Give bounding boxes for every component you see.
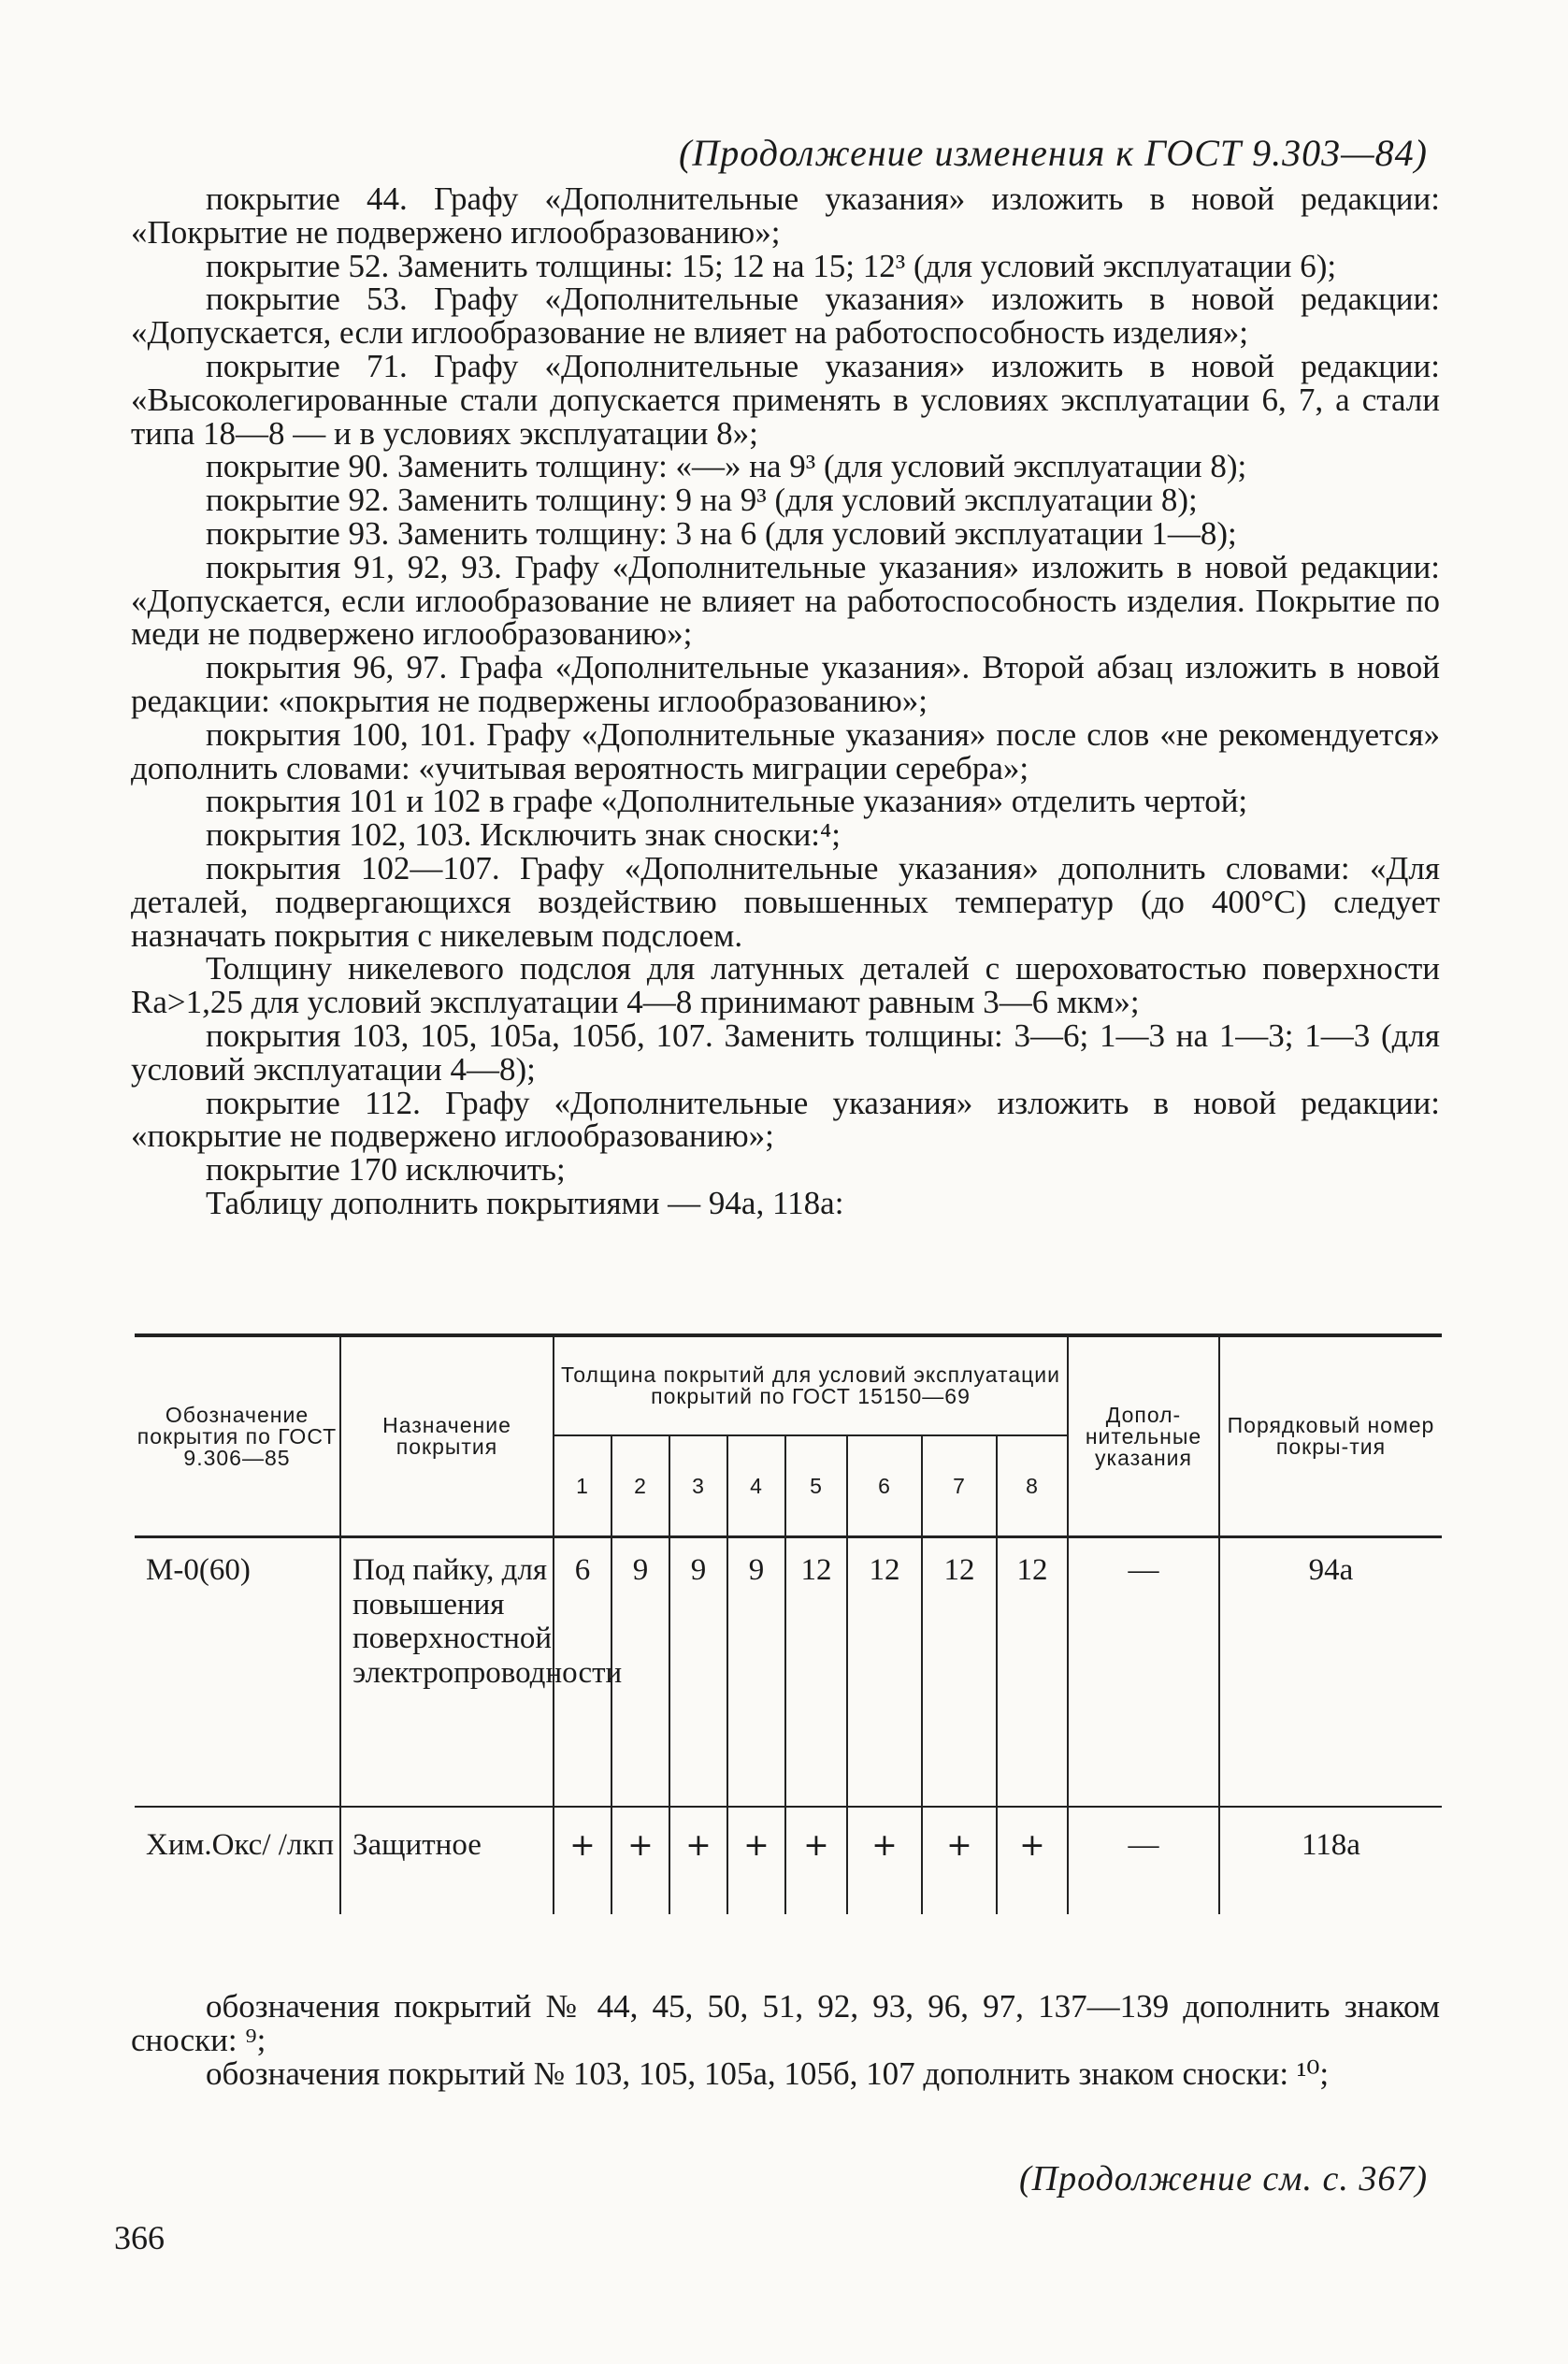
cell-additional: — (1068, 1807, 1219, 1914)
header-additional: Допол-нительные указания (1068, 1335, 1219, 1537)
table-row (135, 1807, 1442, 1914)
table-row (135, 1537, 1442, 1808)
continuation-note: (Продолжение см. с. 367) (1018, 2159, 1428, 2198)
paragraph: Таблицу дополнить покрытиями — 94а, 118а: (206, 1184, 844, 1221)
header-condition: 4 (727, 1435, 785, 1537)
cell-thickness: 12 (922, 1537, 997, 1808)
paragraph: покрытие 53. Графу «Дополнительные указания» изложить в новой редакции: «Допускается, если иглообразование не влияет на работоспособность изделия»; (131, 281, 1440, 352)
body-text (131, 182, 1440, 1220)
header-condition: 3 (669, 1435, 727, 1537)
cell-additional: — (1068, 1537, 1219, 1808)
cell-thickness: + (847, 1807, 922, 1914)
paragraph: покрытия 91, 92, 93. Графу «Дополнительные указания» изложить в новой редакции: «Допускается, если иглообразование не влияет на работоспособность изделия. Покрытие по меди не подвержено иглообразованию»; (131, 548, 1440, 653)
paragraph: покрытия 96, 97. Графа «Дополнительные указания». Второй абзац изложить в новой редакции: «покрытия не подвержены иглообразованию»; (131, 649, 1440, 719)
cell-thickness: 9 (669, 1537, 727, 1808)
paragraph: покрытие 44. Графу «Дополнительные указания» изложить в новой редакции: «Покрытие не подвержено иглообразованию»; (131, 180, 1440, 251)
header-condition: 6 (847, 1435, 922, 1537)
page-number: 366 (114, 2219, 165, 2256)
cell-thickness: + (669, 1807, 727, 1914)
header-purpose: Назначение покрытия (340, 1335, 554, 1537)
paragraph: покрытие 71. Графу «Дополнительные указания» изложить в новой редакции: «Высоколегированные стали допускается применять в условиях эксплуатации 6, 7, а стали типа 18—8 — и в условиях эксплуатации 8»; (131, 347, 1440, 452)
paragraph: обозначения покрытий № 44, 45, 50, 51, 92, 93, 96, 97, 137—139 дополнить знаком сноски: ⁹; (131, 1988, 1440, 2058)
paragraph: покрытие 92. Заменить толщину: 9 на 9³ (для условий эксплуатации 8); (206, 482, 1198, 519)
header-thickness-group: Толщина покрытий для условий эксплуатации покрытий по ГОСТ 15150—69 (554, 1335, 1068, 1435)
paragraph: покрытия 102, 103. Исключить знак сноски:⁴; (206, 816, 841, 854)
cell-designation: М-0(60) (135, 1537, 340, 1808)
cell-thickness: 6 (554, 1537, 611, 1808)
cell-thickness: + (997, 1807, 1068, 1914)
cell-thickness: + (727, 1807, 785, 1914)
header-condition: 2 (611, 1435, 669, 1537)
paragraph: покрытие 52. Заменить толщины: 15; 12 на 15; 12³ (для условий эксплуатации 6); (206, 247, 1337, 284)
cell-thickness: 12 (785, 1537, 847, 1808)
cell-number: 94а (1219, 1537, 1442, 1808)
paragraph: покрытия 100, 101. Графу «Дополнительные указания» после слов «не рекомендуется» дополнить словами: «учитывая вероятность миграции серебра»; (131, 715, 1440, 786)
cell-thickness: + (922, 1807, 997, 1914)
paragraph: покрытие 93. Заменить толщину: 3 на 6 (для условий эксплуатации 1—8); (206, 514, 1237, 552)
cell-purpose: Защитное (340, 1807, 554, 1914)
cell-number: 118а (1219, 1807, 1442, 1914)
paragraph: покрытия 103, 105, 105а, 105б, 107. Заменить толщины: 3—6; 1—3 на 1—3; 1—3 (для условий эксплуатации 4—8); (131, 1016, 1440, 1088)
paragraph: Толщину никелевого подслоя для латунных деталей с шероховатостью поверхности Ra>1,25 для условий эксплуатации 4—8 принимают равным 3—6 мкм»; (131, 950, 1440, 1021)
header-number: Порядковый номер покры-тия (1219, 1335, 1442, 1537)
coatings-table (135, 1333, 1442, 1914)
header-condition: 7 (922, 1435, 997, 1537)
header-condition: 1 (554, 1435, 611, 1537)
cell-thickness: 12 (997, 1537, 1068, 1808)
cell-thickness: + (611, 1807, 669, 1914)
paragraph: обозначения покрытий № 103, 105, 105а, 105б, 107 дополнить знаком сноски: ¹⁰; (206, 2055, 1330, 2092)
paragraph: покрытие 112. Графу «Дополнительные указания» изложить в новой редакции: «покрытие не подвержено иглообразованию»; (131, 1084, 1440, 1155)
paragraph: покрытия 102—107. Графу «Дополнительные указания» дополнить словами: «Для деталей, подвергающихся воздействию повышенных температур (до 400°С) следует назначать покрытия с никелевым подслоем. (131, 849, 1440, 954)
cell-thickness: 9 (727, 1537, 785, 1808)
cell-thickness: + (554, 1807, 611, 1914)
cell-designation: Хим.Окс/ /лкп (135, 1807, 340, 1914)
running-header: (Продолжение изменения к ГОСТ 9.303—84) (679, 132, 1428, 174)
cell-purpose: Под пайку, для повышения поверхностной электропроводности (340, 1537, 554, 1808)
after-table-text (131, 1990, 1440, 2091)
cell-thickness: 12 (847, 1537, 922, 1808)
cell-thickness: 9 (611, 1537, 669, 1808)
header-condition: 8 (997, 1435, 1068, 1537)
paragraph: покрытия 101 и 102 в графе «Дополнительные указания» отделить чертой; (206, 783, 1248, 820)
paragraph: покрытие 170 исключить; (206, 1151, 566, 1189)
cell-thickness: + (785, 1807, 847, 1914)
header-condition: 5 (785, 1435, 847, 1537)
paragraph: покрытие 90. Заменить толщину: «—» на 9³ (для условий эксплуатации 8); (206, 448, 1247, 485)
header-designation: Обозначение покрытия по ГОСТ 9.306—85 (135, 1335, 340, 1537)
